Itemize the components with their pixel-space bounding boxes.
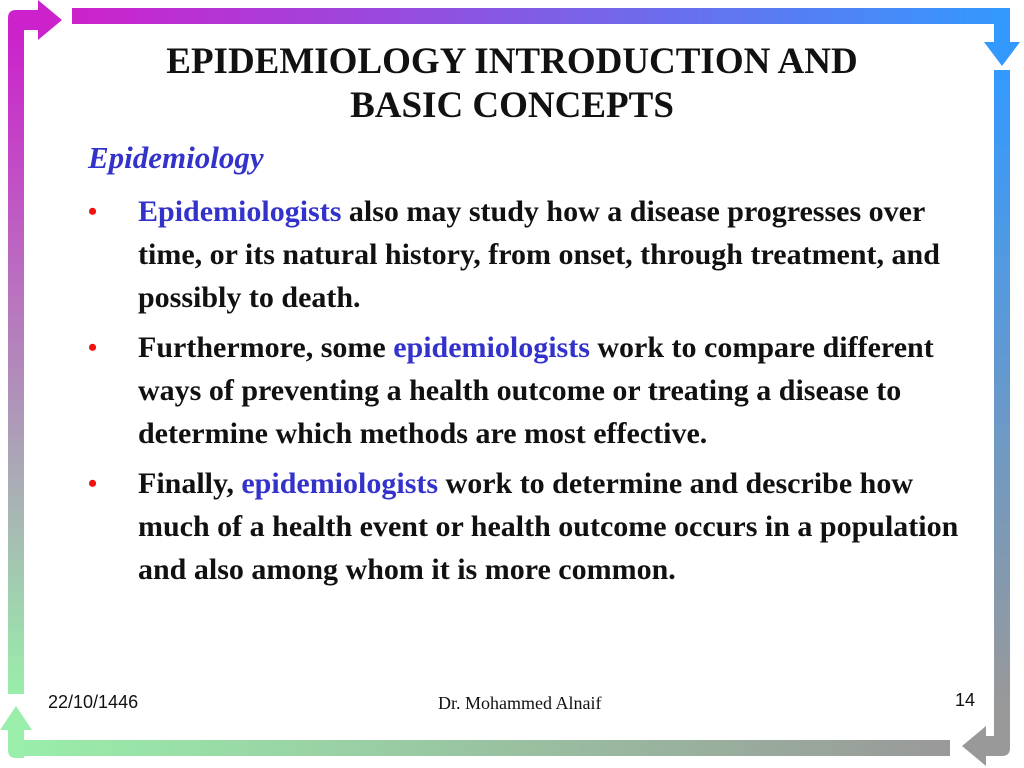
bullet-item <box>88 326 988 455</box>
bullet-keyword: Epidemiologists <box>138 195 342 228</box>
bullet-dot-icon: • <box>88 333 98 362</box>
frame-bottom-right-arrow-icon <box>962 706 1010 766</box>
frame-left-bar <box>8 34 24 694</box>
bullet-text-pre: Furthermore, some <box>138 331 394 364</box>
slide-title-line-2: BASIC CONCEPTS <box>350 85 674 126</box>
bullet-keyword: epidemiologists <box>393 331 590 364</box>
frame-right-bar <box>994 70 1010 710</box>
frame-top-left-arrow-icon <box>8 0 62 40</box>
bullet-text-post: also may study how a disease progresses over time, or its natural history, from onset, through treatment, and possibly to death. <box>138 195 940 314</box>
footer-author: Dr. Mohammed Alnaif <box>438 693 602 713</box>
slide-title-line-1: EPIDEMIOLOGY INTRODUCTION AND <box>166 41 858 82</box>
footer-date: 22/10/1446 <box>48 692 139 712</box>
bullet-dot-icon: • <box>88 469 98 498</box>
slide-title <box>60 40 964 128</box>
bullet-text-pre: Finally, <box>138 467 242 500</box>
frame-top-bar <box>72 8 1010 24</box>
bullet-text-post: work to compare different ways of preventing a health outcome or treating a disease to determine which methods are most effective. <box>138 331 934 450</box>
bullet-item <box>88 462 988 591</box>
frame-bottom-bar <box>16 740 950 756</box>
bullet-keyword: epidemiologists <box>241 467 439 500</box>
page-number: 14 <box>955 690 976 710</box>
bullet-list <box>88 190 988 598</box>
bullet-text-post: work to determine and describe how much of a health event or health outcome occurs in a population and also among whom it is more common. <box>138 467 959 586</box>
bullet-dot-icon: • <box>88 197 98 226</box>
bullet-item <box>88 190 988 319</box>
slide-subtitle: Epidemiology <box>88 140 264 175</box>
